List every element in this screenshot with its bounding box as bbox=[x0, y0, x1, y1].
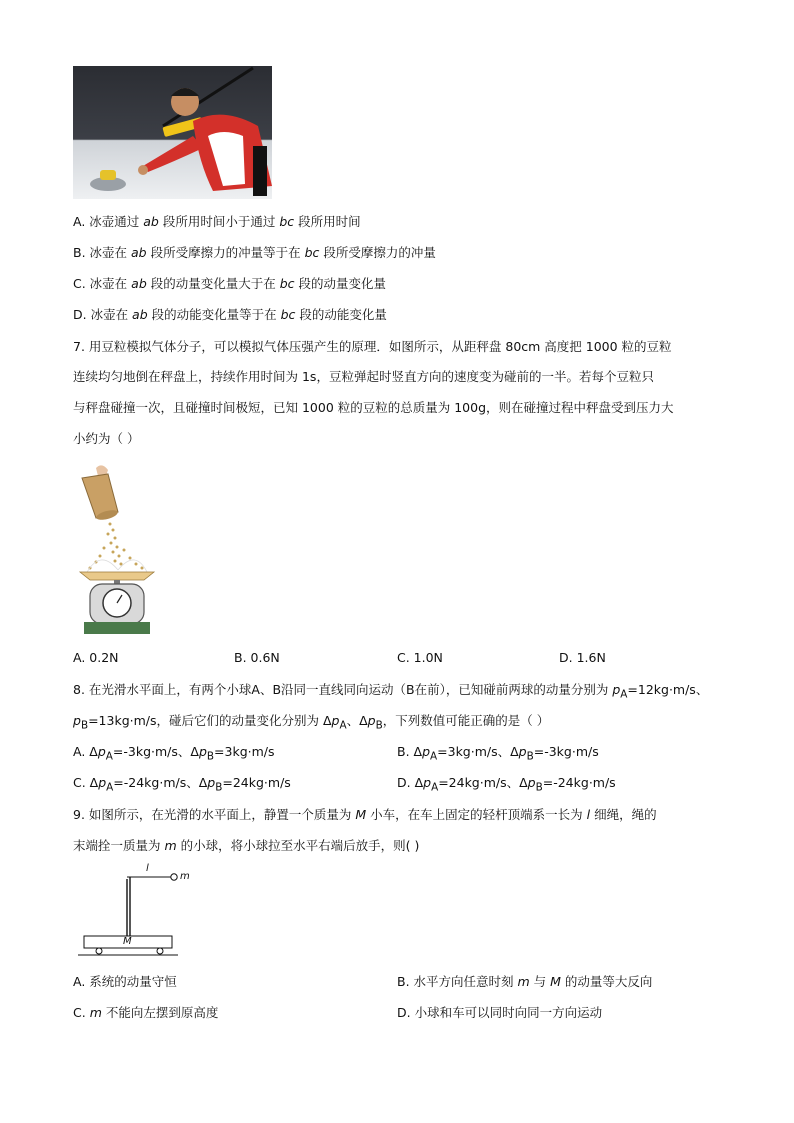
q6-option-a bbox=[73, 213, 361, 231]
option-text: B. 冰壶在 bbox=[73, 245, 131, 260]
q6-option-b bbox=[73, 244, 436, 262]
option-text: =24kg·m/s bbox=[222, 775, 291, 790]
option-text: C. bbox=[73, 1005, 90, 1020]
stem-text: ，下列数值可能正确的是（ ） bbox=[382, 713, 550, 728]
mass-symbol: m bbox=[89, 1005, 102, 1020]
q7-option-c: C. 1.0N bbox=[397, 650, 443, 665]
segment-label: bc bbox=[304, 245, 320, 260]
option-text: 段的动量变化量 bbox=[294, 276, 387, 291]
q9-stem-line bbox=[73, 806, 657, 824]
q7-option-d: D. 1.6N bbox=[559, 650, 606, 665]
momentum-symbol: p bbox=[423, 775, 432, 790]
option-text: 段所受摩擦力的冲量 bbox=[319, 245, 436, 260]
stem-text: 、Δ bbox=[346, 713, 368, 728]
stem-text: 细绳，绳的 bbox=[590, 807, 657, 822]
subscript: A bbox=[431, 781, 439, 794]
option-text: 的动量等大反向 bbox=[560, 974, 653, 989]
option-text: A. 系统的动量守恒 bbox=[73, 974, 177, 989]
subscript: B bbox=[526, 750, 534, 763]
option-text: 段所用时间 bbox=[294, 214, 361, 229]
cart-pendulum-figure bbox=[78, 863, 190, 962]
momentum-symbol: p bbox=[612, 682, 621, 697]
option-text: B. Δ bbox=[397, 744, 423, 759]
momentum-symbol: p bbox=[97, 744, 106, 759]
length-symbol: l bbox=[586, 807, 591, 822]
option-text: 段所用时间小于通过 bbox=[158, 214, 280, 229]
option-text: C. Δ bbox=[73, 775, 99, 790]
option-text: 段的动量变化量大于在 bbox=[146, 276, 280, 291]
option-text: =24kg·m/s、Δ bbox=[438, 775, 528, 790]
q8-stem-line bbox=[73, 681, 708, 704]
momentum-symbol: p bbox=[207, 775, 216, 790]
segment-label: bc bbox=[279, 214, 295, 229]
option-text: A. Δ bbox=[73, 744, 98, 759]
segment-label: ab bbox=[132, 307, 148, 322]
mass-symbol: m bbox=[517, 974, 530, 989]
subscript: B bbox=[535, 781, 543, 794]
stem-text: 末端拴一质量为 bbox=[73, 838, 165, 853]
stem-text: =13kg·m/s，碰后它们的动量变化分别为 Δ bbox=[88, 713, 332, 728]
q7-stem-line: 7. 用豆粒模拟气体分子，可以模拟气体压强产生的原理．如图所示，从距秤盘 80cm 高度把 1000 粒的豆粒 bbox=[73, 339, 672, 354]
option-text: B. 水平方向任意时刻 bbox=[397, 974, 518, 989]
option-text: D. 冰壶在 bbox=[73, 307, 133, 322]
stem-text: 小车，在车上固定的轻杆顶端系一长为 bbox=[366, 807, 587, 822]
q7-stem-line: 连续均匀地倒在秤盘上，持续作用时间为 1s，豆粒弹起时竖直方向的速度变为碰前的一半。若每个豆粒只 bbox=[73, 369, 654, 384]
stem-text: 8. 在光滑水平面上，有两个小球A、B沿同一直线同向运动（B在前），已知碰前两球的动量分别为 bbox=[73, 682, 613, 697]
momentum-symbol: p bbox=[518, 744, 527, 759]
q6-option-c bbox=[73, 275, 386, 293]
segment-label: bc bbox=[279, 276, 295, 291]
option-text: =-24kg·m/s bbox=[542, 775, 616, 790]
stem-text: 的小球，将小球拉至水平右端后放手，则( ) bbox=[176, 838, 420, 853]
cart-mass-label: M bbox=[123, 936, 132, 947]
stem-text: 9. 如图所示，在光滑的水平面上，静置一个质量为 bbox=[73, 807, 356, 822]
option-text: A. 冰壶通过 bbox=[73, 214, 144, 229]
ball-mass-label: m bbox=[180, 871, 190, 882]
option-text: =-24kg·m/s、Δ bbox=[113, 775, 208, 790]
mass-symbol: M bbox=[550, 974, 561, 989]
subscript: A bbox=[106, 781, 114, 794]
q9-option-b bbox=[397, 973, 652, 991]
segment-label: bc bbox=[280, 307, 296, 322]
momentum-symbol: p bbox=[198, 744, 207, 759]
option-text: =-3kg·m/s bbox=[533, 744, 599, 759]
subscript: A bbox=[105, 750, 113, 763]
subscript: B bbox=[80, 719, 89, 732]
q8-option-a bbox=[73, 743, 275, 766]
segment-label: ab bbox=[131, 245, 147, 260]
mass-symbol: M bbox=[355, 807, 367, 822]
option-text: 与 bbox=[529, 974, 551, 989]
q9-stem-line bbox=[73, 837, 419, 855]
option-text: 段的动能变化量等于在 bbox=[147, 307, 281, 322]
option-text: D. 小球和车可以同时向同一方向运动 bbox=[397, 1005, 603, 1020]
option-text: =3kg·m/s、Δ bbox=[437, 744, 519, 759]
subscript: A bbox=[620, 688, 628, 701]
q8-stem-line bbox=[73, 712, 549, 735]
subscript: B bbox=[375, 719, 383, 732]
subscript: B bbox=[206, 750, 215, 763]
bean-scale-figure bbox=[78, 464, 158, 636]
length-label: l bbox=[146, 863, 149, 874]
option-text: 不能向左摆到原高度 bbox=[101, 1005, 219, 1020]
momentum-symbol: p bbox=[73, 713, 81, 728]
q9-option-d bbox=[397, 1004, 602, 1022]
subscript: A bbox=[430, 750, 438, 763]
momentum-symbol: p bbox=[527, 775, 536, 790]
curling-athlete-photo bbox=[73, 66, 272, 199]
q8-option-d bbox=[397, 774, 616, 797]
option-text: =-3kg·m/s、Δ bbox=[112, 744, 199, 759]
q7-stem-line: 小约为（ ） bbox=[73, 431, 140, 446]
momentum-symbol: p bbox=[331, 713, 340, 728]
q8-option-c bbox=[73, 774, 291, 797]
option-text: D. Δ bbox=[397, 775, 424, 790]
subscript: B bbox=[215, 781, 223, 794]
q7-option-a: A. 0.2N bbox=[73, 650, 119, 665]
q6-option-d bbox=[73, 306, 387, 324]
subscript: A bbox=[339, 719, 347, 732]
segment-label: ab bbox=[143, 214, 159, 229]
q8-option-b bbox=[397, 743, 599, 766]
momentum-symbol: p bbox=[367, 713, 376, 728]
option-text: 段所受摩擦力的冲量等于在 bbox=[146, 245, 305, 260]
q7-option-b: B. 0.6N bbox=[234, 650, 280, 665]
momentum-symbol: p bbox=[422, 744, 431, 759]
stem-text: =12kg·m/s、 bbox=[627, 682, 709, 697]
momentum-symbol: p bbox=[98, 775, 107, 790]
q9-option-a bbox=[73, 973, 177, 991]
q7-stem-line: 与秤盘碰撞一次，且碰撞时间极短，已知 1000 粒的豆粒的总质量为 100g，则在碰撞过程中秤盘受到压力大 bbox=[73, 400, 674, 415]
segment-label: ab bbox=[131, 276, 147, 291]
option-text: =3kg·m/s bbox=[214, 744, 275, 759]
q9-option-c bbox=[73, 1004, 218, 1022]
option-text: C. 冰壶在 bbox=[73, 276, 132, 291]
mass-symbol: m bbox=[164, 838, 177, 853]
option-text: 段的动能变化量 bbox=[295, 307, 387, 322]
